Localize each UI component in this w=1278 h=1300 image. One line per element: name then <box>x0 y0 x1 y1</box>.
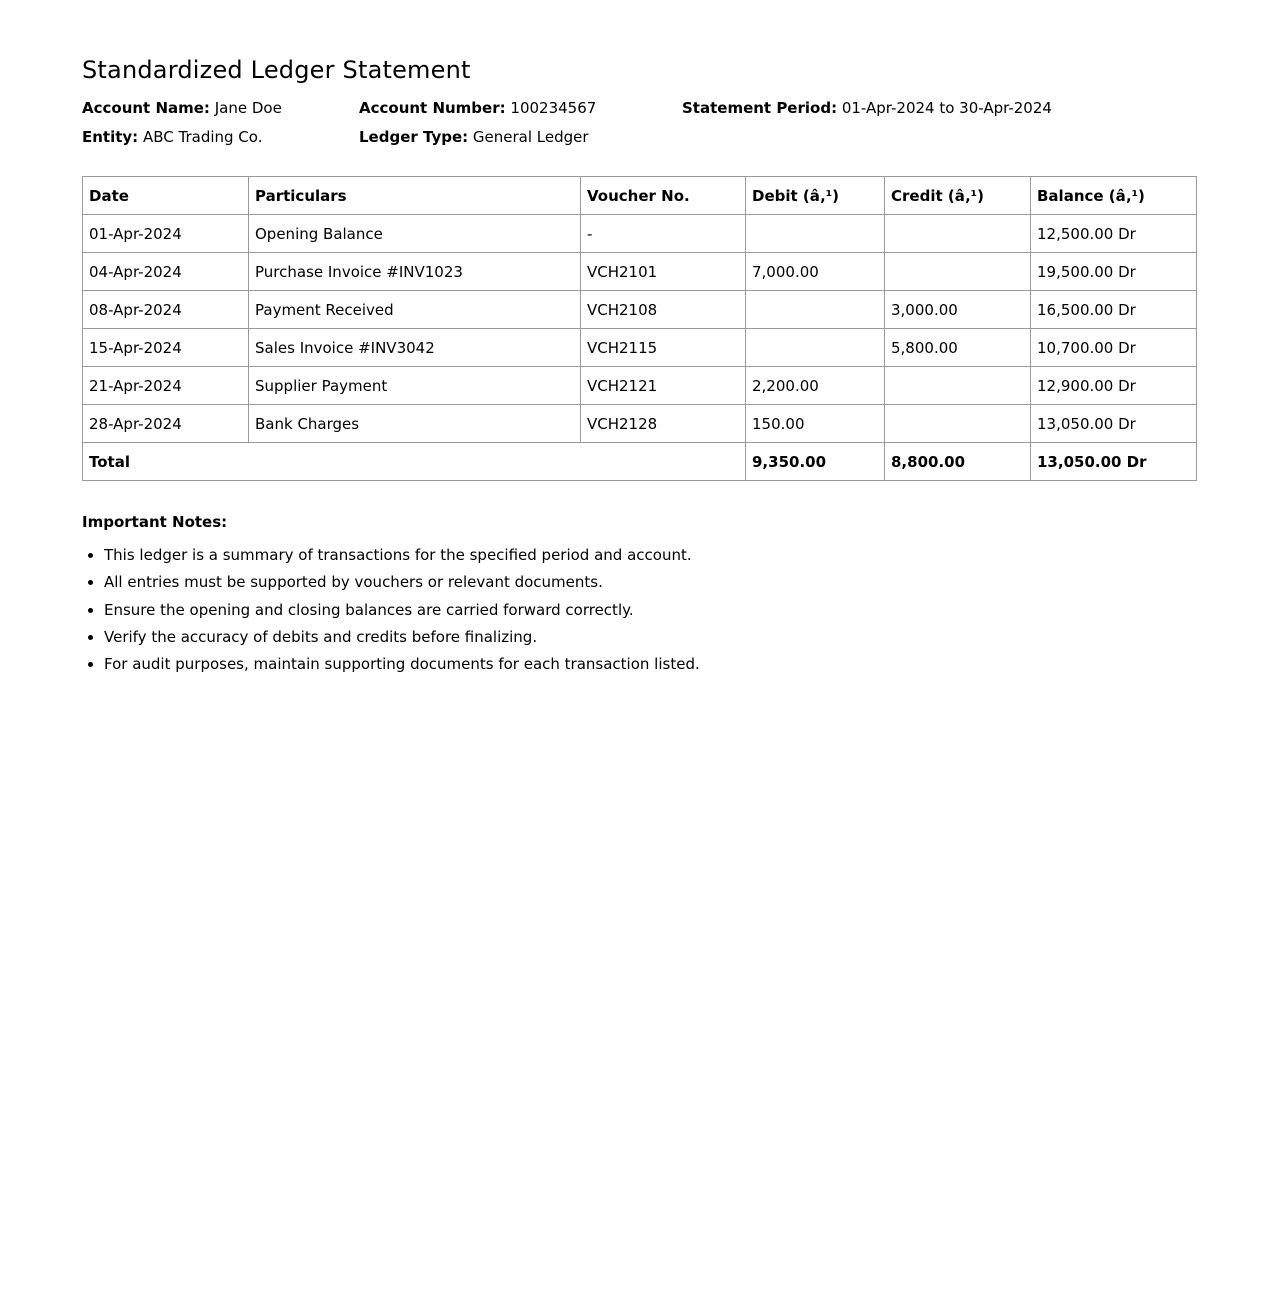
account-name-value: Jane Doe <box>214 99 282 117</box>
column-header-date: Date <box>83 177 249 215</box>
cell-debit <box>746 329 885 367</box>
notes-title: Important Notes: <box>82 513 228 531</box>
cell-date: 21-Apr-2024 <box>83 367 249 405</box>
table-row <box>83 367 1197 405</box>
cell-debit <box>746 291 885 329</box>
account-number <box>359 98 596 118</box>
cell-credit <box>885 253 1031 291</box>
cell-voucher: VCH2101 <box>581 253 746 291</box>
cell-credit <box>885 215 1031 253</box>
cell-particulars: Payment Received <box>249 291 581 329</box>
cell-balance: 19,500.00 Dr <box>1031 253 1197 291</box>
cell-date: 04-Apr-2024 <box>83 253 249 291</box>
cell-balance: 12,500.00 Dr <box>1031 215 1197 253</box>
column-header-debit: Debit (â‚¹) <box>746 177 885 215</box>
cell-balance: 10,700.00 Dr <box>1031 329 1197 367</box>
cell-debit: 150.00 <box>746 405 885 443</box>
cell-debit: 7,000.00 <box>746 253 885 291</box>
cell-particulars: Bank Charges <box>249 405 581 443</box>
total-credit: 8,800.00 <box>885 443 1031 481</box>
cell-date: 01-Apr-2024 <box>83 215 249 253</box>
cell-particulars: Purchase Invoice #INV1023 <box>249 253 581 291</box>
table-row <box>83 405 1197 443</box>
list-item: • Ensure the opening and closing balances are carried forward correctly. <box>104 600 1196 620</box>
total-label: Total <box>83 443 746 481</box>
column-header-credit: Credit (â‚¹) <box>885 177 1031 215</box>
cell-debit <box>746 215 885 253</box>
cell-voucher: VCH2108 <box>581 291 746 329</box>
cell-balance: 13,050.00 Dr <box>1031 405 1197 443</box>
account-details <box>82 98 1196 156</box>
cell-credit <box>885 405 1031 443</box>
list-item: • Verify the accuracy of debits and credits before finalizing. <box>104 627 1196 647</box>
ledger-type-label: Ledger Type: <box>359 128 469 146</box>
page-title: Standardized Ledger Statement <box>82 56 471 84</box>
entity-value: ABC Trading Co. <box>142 128 263 146</box>
cell-balance: 16,500.00 Dr <box>1031 291 1197 329</box>
table-row <box>83 253 1197 291</box>
statement-period <box>682 98 1052 118</box>
column-header-particulars: Particulars <box>249 177 581 215</box>
ledger-type-value: General Ledger <box>472 128 589 146</box>
cell-credit: 5,800.00 <box>885 329 1031 367</box>
column-header-balance: Balance (â‚¹) <box>1031 177 1197 215</box>
cell-particulars: Supplier Payment <box>249 367 581 405</box>
cell-voucher: VCH2121 <box>581 367 746 405</box>
ledger-table <box>82 176 1197 481</box>
account-name-label: Account Name: <box>82 99 210 117</box>
cell-voucher: - <box>581 215 746 253</box>
table-row <box>83 215 1197 253</box>
entity <box>82 127 262 147</box>
total-row <box>83 443 1197 481</box>
cell-date: 28-Apr-2024 <box>83 405 249 443</box>
cell-date: 08-Apr-2024 <box>83 291 249 329</box>
table-row <box>83 329 1197 367</box>
cell-debit: 2,200.00 <box>746 367 885 405</box>
ledger-type <box>359 127 589 147</box>
cell-credit: 3,000.00 <box>885 291 1031 329</box>
cell-particulars: Sales Invoice #INV3042 <box>249 329 581 367</box>
total-debit: 9,350.00 <box>746 443 885 481</box>
entity-label: Entity: <box>82 128 139 146</box>
cell-balance: 12,900.00 Dr <box>1031 367 1197 405</box>
table-row <box>83 291 1197 329</box>
cell-credit <box>885 367 1031 405</box>
cell-date: 15-Apr-2024 <box>83 329 249 367</box>
cell-particulars: Opening Balance <box>249 215 581 253</box>
account-number-value: 100234567 <box>510 99 597 117</box>
statement-period-value: 01-Apr-2024 to 30-Apr-2024 <box>841 99 1052 117</box>
cell-voucher: VCH2128 <box>581 405 746 443</box>
total-balance: 13,050.00 Dr <box>1031 443 1197 481</box>
statement-period-label: Statement Period: <box>682 99 838 117</box>
list-item: • All entries must be supported by vouchers or relevant documents. <box>104 572 1196 592</box>
account-number-label: Account Number: <box>359 99 506 117</box>
column-header-voucher: Voucher No. <box>581 177 746 215</box>
table-header-row <box>83 177 1197 215</box>
list-item: • For audit purposes, maintain supporting documents for each transaction listed. <box>104 654 1196 674</box>
notes-list <box>82 545 1196 674</box>
cell-voucher: VCH2115 <box>581 329 746 367</box>
list-item: • This ledger is a summary of transactions for the specified period and account. <box>104 545 1196 565</box>
account-name <box>82 98 282 118</box>
